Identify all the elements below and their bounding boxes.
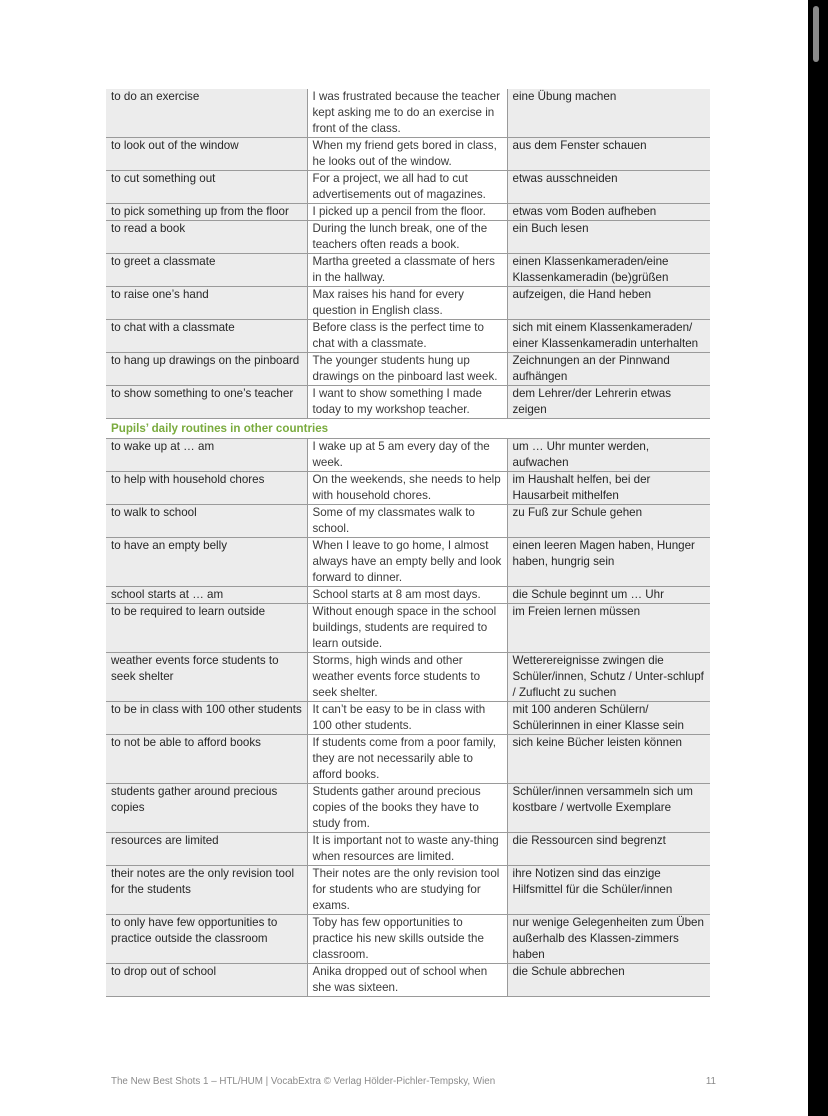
translation-cell: sich mit einem Klassenkameraden/ einer Klassenkameradin unterhalten [507, 320, 710, 353]
phrase-cell: to walk to school [106, 505, 307, 538]
translation-cell: die Schule abbrechen [507, 964, 710, 997]
table-row [106, 702, 710, 735]
table-row [106, 439, 710, 472]
phrase-cell: to drop out of school [106, 964, 307, 997]
scrollbar-thumb[interactable] [813, 6, 819, 62]
example-cell: Some of my classmates walk to school. [307, 505, 507, 538]
table-row [106, 89, 710, 138]
example-cell: I was frustrated because the teacher kept asking me to do an exercise in front of the class. [307, 89, 507, 138]
phrase-cell: resources are limited [106, 833, 307, 866]
vocabulary-table-wrapper [106, 89, 710, 997]
example-cell: Martha greeted a classmate of hers in the hallway. [307, 254, 507, 287]
example-cell: It can’t be easy to be in class with 100 other students. [307, 702, 507, 735]
table-row [106, 204, 710, 221]
section-header-group [106, 419, 710, 439]
translation-cell: etwas vom Boden aufheben [507, 204, 710, 221]
translation-cell: die Ressourcen sind begrenzt [507, 833, 710, 866]
phrase-cell: to be in class with 100 other students [106, 702, 307, 735]
table-row [106, 505, 710, 538]
table-row [106, 587, 710, 604]
table-row [106, 538, 710, 587]
example-cell: When I leave to go home, I almost always have an empty belly and look forward to dinner. [307, 538, 507, 587]
table-row [106, 866, 710, 915]
example-cell: Before class is the perfect time to chat with a classmate. [307, 320, 507, 353]
translation-cell: die Schule beginnt um … Uhr [507, 587, 710, 604]
table-row [106, 472, 710, 505]
translation-cell: um … Uhr munter werden, aufwachen [507, 439, 710, 472]
page-footer [111, 1076, 716, 1087]
phrase-cell: to greet a classmate [106, 254, 307, 287]
phrase-cell: to have an empty belly [106, 538, 307, 587]
table-row [106, 320, 710, 353]
translation-cell: etwas ausschneiden [507, 171, 710, 204]
example-cell: Their notes are the only revision tool for students who are studying for exams. [307, 866, 507, 915]
example-cell: School starts at 8 am most days. [307, 587, 507, 604]
translation-cell: ein Buch lesen [507, 221, 710, 254]
translation-cell: nur wenige Gelegenheiten zum Üben außerhalb des Klassen-zimmers haben [507, 915, 710, 964]
vocabulary-rows-classroom [106, 89, 710, 419]
phrase-cell: to be required to learn outside [106, 604, 307, 653]
translation-cell: aus dem Fenster schauen [507, 138, 710, 171]
table-row [106, 653, 710, 702]
phrase-cell: weather events force students to seek shelter [106, 653, 307, 702]
phrase-cell: to help with household chores [106, 472, 307, 505]
table-row [106, 604, 710, 653]
vocabulary-table [106, 89, 710, 997]
example-cell: It is important not to waste any-thing when resources are limited. [307, 833, 507, 866]
table-row [106, 138, 710, 171]
table-row [106, 287, 710, 320]
table-row [106, 254, 710, 287]
phrase-cell: school starts at … am [106, 587, 307, 604]
phrase-cell: to read a book [106, 221, 307, 254]
table-row [106, 915, 710, 964]
phrase-cell: to look out of the window [106, 138, 307, 171]
example-cell: The younger students hung up drawings on the pinboard last week. [307, 353, 507, 386]
section-title: Pupils’ daily routines in other countries [106, 419, 710, 439]
example-cell: Students gather around precious copies of the books they have to study from. [307, 784, 507, 833]
example-cell: If students come from a poor family, they are not necessarily able to afford books. [307, 735, 507, 784]
section-header-row [106, 419, 710, 439]
phrase-cell: to raise one’s hand [106, 287, 307, 320]
phrase-cell: to hang up drawings on the pinboard [106, 353, 307, 386]
translation-cell: mit 100 anderen Schülern/ Schülerinnen in einer Klasse sein [507, 702, 710, 735]
translation-cell: einen Klassenkameraden/eine Klassenkameradin (be)grüßen [507, 254, 710, 287]
table-row [106, 386, 710, 419]
translation-cell: zu Fuß zur Schule gehen [507, 505, 710, 538]
example-cell: During the lunch break, one of the teachers often reads a book. [307, 221, 507, 254]
example-cell: When my friend gets bored in class, he looks out of the window. [307, 138, 507, 171]
phrase-cell: to pick something up from the floor [106, 204, 307, 221]
example-cell: Without enough space in the school buildings, students are required to learn outside. [307, 604, 507, 653]
translation-cell: im Haushalt helfen, bei der Hausarbeit mithelfen [507, 472, 710, 505]
translation-cell: Schüler/innen versammeln sich um kostbare / wertvolle Exemplare [507, 784, 710, 833]
phrase-cell: to show something to one’s teacher [106, 386, 307, 419]
translation-cell: dem Lehrer/der Lehrerin etwas zeigen [507, 386, 710, 419]
phrase-cell: to only have few opportunities to practice outside the classroom [106, 915, 307, 964]
phrase-cell: to chat with a classmate [106, 320, 307, 353]
example-cell: I picked up a pencil from the floor. [307, 204, 507, 221]
example-cell: I want to show something I made today to my workshop teacher. [307, 386, 507, 419]
translation-cell: ihre Notizen sind das einzige Hilfsmittel für die Schüler/innen [507, 866, 710, 915]
translation-cell: Zeichnungen an der Pinnwand aufhängen [507, 353, 710, 386]
table-row [106, 833, 710, 866]
example-cell: Toby has few opportunities to practice his new skills outside the classroom. [307, 915, 507, 964]
example-cell: For a project, we all had to cut advertisements out of magazines. [307, 171, 507, 204]
translation-cell: Wetterereignisse zwingen die Schüler/innen, Schutz / Unter-schlupf / Zuflucht zu suchen [507, 653, 710, 702]
example-cell: Anika dropped out of school when she was sixteen. [307, 964, 507, 997]
translation-cell: einen leeren Magen haben, Hunger haben, hungrig sein [507, 538, 710, 587]
phrase-cell: to cut something out [106, 171, 307, 204]
table-row [106, 964, 710, 997]
footer-text: The New Best Shots 1 – HTL/HUM | VocabExtra © Verlag Hölder-Pichler-Tempsky, Wien [111, 1076, 496, 1087]
translation-cell: im Freien lernen müssen [507, 604, 710, 653]
table-row [106, 784, 710, 833]
translation-cell: aufzeigen, die Hand heben [507, 287, 710, 320]
page-number: 11 [705, 1076, 716, 1087]
table-row [106, 735, 710, 784]
example-cell: I wake up at 5 am every day of the week. [307, 439, 507, 472]
phrase-cell: students gather around precious copies [106, 784, 307, 833]
phrase-cell: to not be able to afford books [106, 735, 307, 784]
phrase-cell: to wake up at … am [106, 439, 307, 472]
phrase-cell: to do an exercise [106, 89, 307, 138]
example-cell: Storms, high winds and other weather events force students to seek shelter. [307, 653, 507, 702]
translation-cell: sich keine Bücher leisten können [507, 735, 710, 784]
example-cell: On the weekends, she needs to help with household chores. [307, 472, 507, 505]
vocabulary-rows-other-countries [106, 439, 710, 997]
table-row [106, 353, 710, 386]
example-cell: Max raises his hand for every question in English class. [307, 287, 507, 320]
table-row [106, 221, 710, 254]
translation-cell: eine Übung machen [507, 89, 710, 138]
phrase-cell: their notes are the only revision tool for the students [106, 866, 307, 915]
table-row [106, 171, 710, 204]
